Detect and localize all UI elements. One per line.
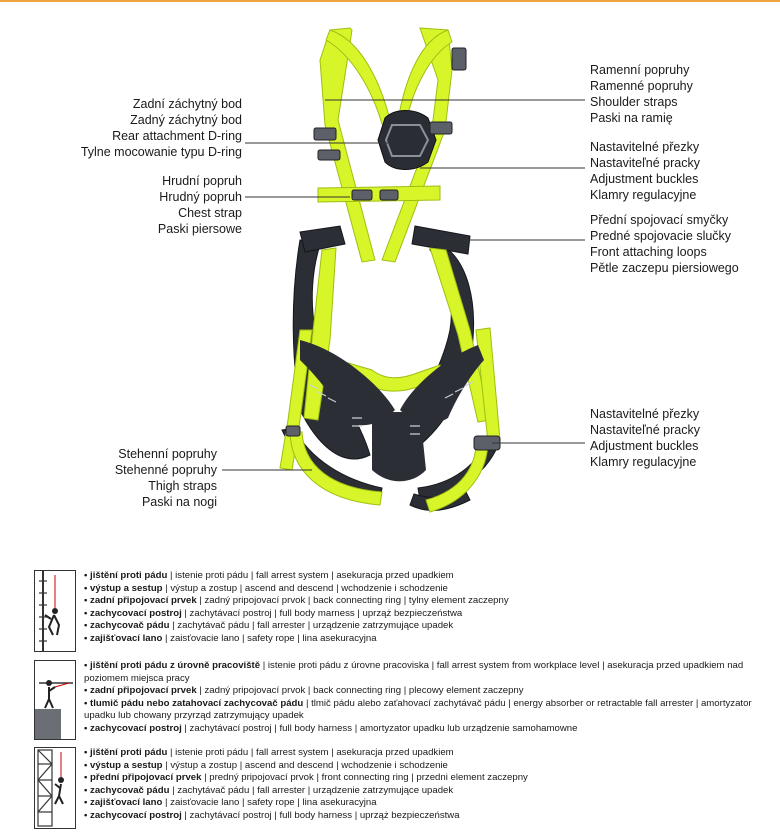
label-line: Nastaviteľné pracky — [590, 423, 700, 437]
climbing-tower-icon — [34, 570, 76, 652]
usage-line: • tlumič pádu nebo zatahovací zachycovač pádu | tlmič pádu alebo zaťahovací zachytávač pádu | energy absorber or retractable fall arrester | amortyzator upadku lub chowany przyrząd zatrzymujący upadek — [84, 697, 752, 722]
usage-block-3 — [34, 747, 764, 829]
label-line: Tylne mocowanie typu D-ring — [80, 145, 242, 159]
usage-line: • výstup a sestup | výstup a zostup | ascend and descend | wchodzenie i schodzenie — [84, 759, 448, 771]
usage-block-2 — [34, 660, 764, 740]
label-line: Stehenní popruhy — [118, 447, 217, 461]
front-attaching-loops-label — [590, 212, 739, 276]
label-line: Ramenné popruhy — [590, 79, 693, 93]
thigh-straps-label — [115, 446, 217, 510]
label-line: Shoulder straps — [590, 95, 678, 109]
label-line: Adjustment buckles — [590, 172, 699, 186]
usage-line: • zachycovač pádu | zachytávač pádu | fall arrester | urządzenie zatrzymujące upadek — [84, 784, 454, 796]
shoulder-straps-label — [590, 62, 693, 126]
label-line: Adjustment buckles — [590, 439, 699, 453]
usage-line: • zadní připojovací prvek | zadný pripojovací prvok | back connecting ring | plecowy element zaczepny — [84, 685, 524, 697]
adjustment-buckles-top-label — [590, 139, 700, 203]
label-line: Stehenné popruhy — [114, 463, 217, 477]
label-line: Ramenní popruhy — [590, 63, 690, 77]
workplace-edge-icon — [34, 660, 76, 740]
label-line: Klamry regulacyjne — [590, 188, 697, 202]
usage-lines — [84, 660, 764, 736]
label-line: Přední spojovací smyčky — [590, 213, 729, 227]
label-line: Predné spojovacie slučky — [590, 229, 732, 243]
label-line: Nastaviteľné pracky — [590, 156, 700, 170]
usage-line: • jištění proti pádu | istenie proti pádu | fall arrest system | asekuracja przed upadkiem — [84, 747, 454, 758]
usage-line: • zajišťovací lano | zaisťovacie lano | safety rope | lina asekuracyjna — [84, 797, 377, 809]
usage-line: • zachycovací postroj | zachytávací postroj | full body harness | amortyzator upadku lub urządzenie samohamowne — [84, 722, 578, 734]
rear-d-ring-label — [81, 96, 242, 160]
label-line: Paski piersowe — [157, 222, 242, 236]
label-line: Klamry regulacyjne — [590, 455, 697, 469]
label-line: Paski na nogi — [141, 495, 217, 509]
label-line: Nastavitelné přezky — [590, 407, 700, 421]
label-line: Hrudný popruh — [159, 190, 242, 204]
label-line: Paski na ramię — [590, 111, 673, 125]
label-line: Rear attachment D-ring — [112, 129, 242, 143]
usage-lines — [84, 747, 764, 823]
label-line: Front attaching loops — [590, 245, 707, 259]
label-line: Nastavitelné přezky — [590, 140, 700, 154]
adjustment-buckles-bottom-label — [590, 406, 700, 470]
chest-strap-label — [158, 173, 242, 237]
label-line: Zadní záchytný bod — [132, 97, 242, 111]
label-line: Pětle zaczepu piersiowego — [590, 261, 739, 275]
usage-line: • výstup a sestup | výstup a zostup | ascend and descend | wchodzenie i schodzenie — [84, 582, 448, 594]
usage-lines — [84, 570, 764, 646]
usage-line: • zadní připojovací prvek | zadný pripojovací prvok | back connecting ring | tylny element zaczepny — [84, 595, 509, 607]
usage-line: • přední připojovací prvek | predný pripojovací prvok | front connecting ring | przedni element zaczepny — [84, 772, 528, 784]
usage-line: • zachycovací postroj | zachytávací postroj | full body marness | uprząż bezpieczeństwa — [84, 607, 463, 619]
usage-line: • jištění proti pádu | istenie proti pádu | fall arrest system | asekuracja przed upadkiem — [84, 570, 454, 581]
usage-line: • zachycovač pádu | zachytávač pádu | fall arrester | urządzenie zatrzymujące upadek — [84, 620, 454, 632]
usage-line: • zajišťovací lano | zaisťovacie lano | safety rope | lina asekuracyjna — [84, 632, 377, 644]
label-line: Zadný záchytný bod — [130, 113, 242, 127]
usage-line: • zachycovací postroj | zachytávací postroj | full body harness | uprząż bezpieczeństwa — [84, 809, 460, 821]
usage-block-1 — [34, 570, 764, 652]
scaffold-ladder-icon — [34, 747, 76, 829]
label-line: Chest strap — [178, 206, 242, 220]
label-line: Thigh straps — [148, 479, 217, 493]
label-line: Hrudní popruh — [162, 174, 242, 188]
rear-d-ring-plate — [378, 111, 436, 170]
usage-line: • jištění proti pádu z úrovně pracoviště | istenie proti pádu z úrovne pracoviska | fall arrest system from workplace level | asekuracja przed upadkiem nad poziomem miejsca pracy — [84, 660, 744, 684]
